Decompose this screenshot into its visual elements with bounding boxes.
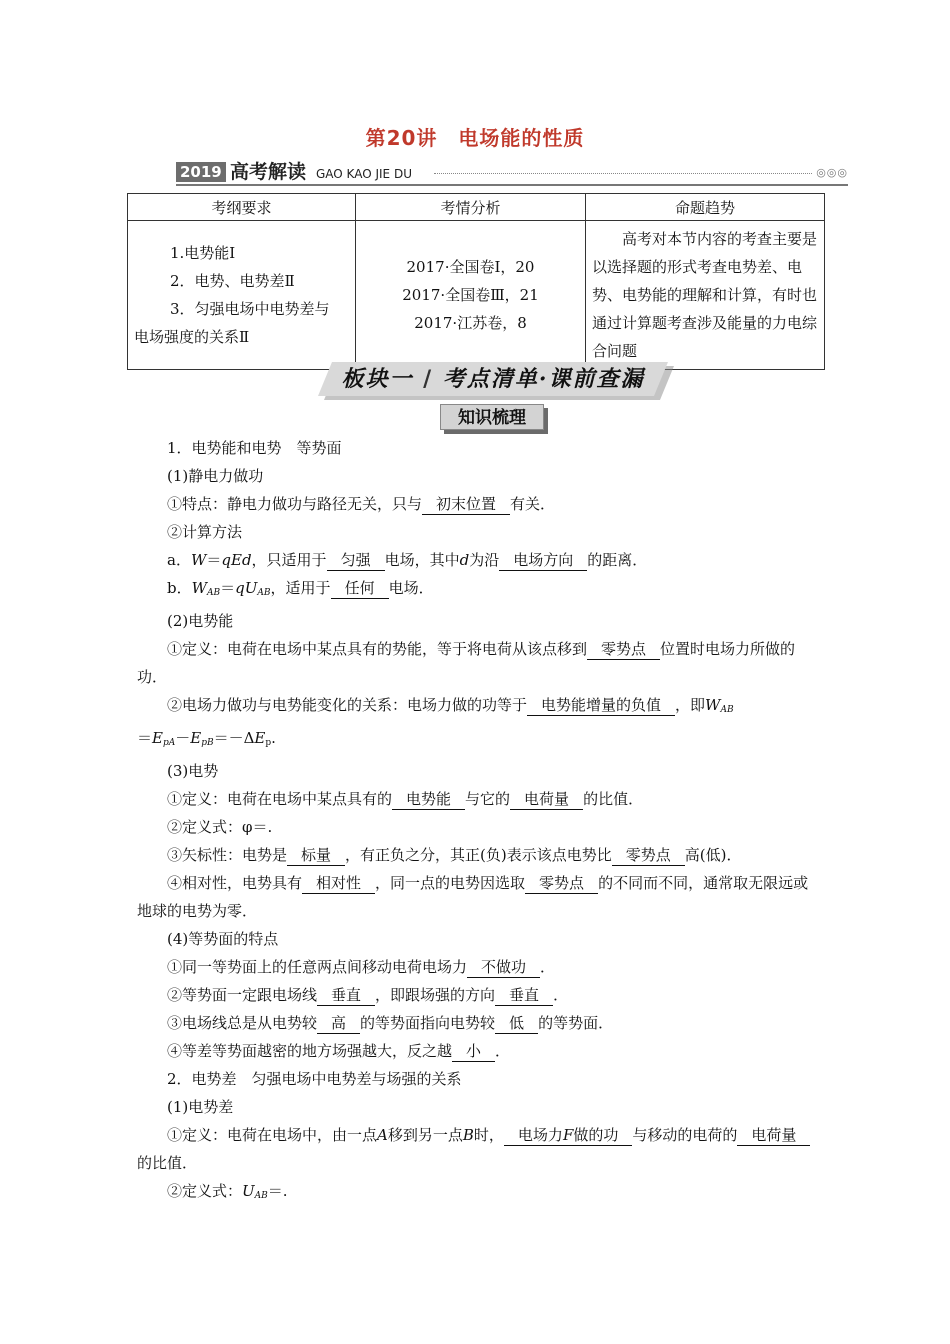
symbol: W [705, 696, 721, 714]
header-analysis: 考情分析 [356, 194, 586, 221]
text-line: ②计算方法 [167, 523, 243, 541]
blank-answer: 初末位置 [422, 494, 510, 515]
analysis-cell [356, 221, 586, 370]
blank-answer: 标量 [287, 845, 345, 866]
text: 的等势面指向电势较 [360, 1014, 496, 1032]
text-line [137, 574, 815, 607]
blank-answer: 高 [317, 1013, 360, 1034]
blank-answer: 电场方向 [499, 550, 587, 571]
text: ④相对性，电势具有 [167, 874, 303, 892]
banner-circle-icon: ◎◎◎ [816, 166, 848, 179]
text: 电场力 [517, 1126, 563, 1144]
text: ＝ [137, 729, 153, 747]
text: ＝ [206, 551, 222, 569]
requirement-item: 1.电势能Ⅰ [170, 244, 236, 262]
text: － [175, 729, 191, 747]
text: ，即跟场强的方向 [375, 986, 496, 1004]
text: 做的功 [573, 1126, 619, 1144]
heading-2: 2．电势差 匀强电场中电势差与场强的关系 [167, 1070, 462, 1088]
banner-pinyin: GAO KAO JIE DU [316, 167, 412, 181]
heading-1: 1．电势能和电势 等势面 [167, 439, 342, 457]
analysis-item: 2017·全国卷Ⅲ，21 [402, 286, 539, 304]
text: 位置时电场力所做的功． [137, 640, 796, 686]
text: ． [540, 958, 556, 976]
text: ＝－Δ [213, 729, 255, 747]
section-banner-text [318, 362, 668, 396]
blank-answer: 低 [495, 1013, 538, 1034]
text: ＝ [220, 579, 236, 597]
subscript: AB [207, 588, 221, 598]
text-line [137, 953, 815, 981]
text: ＝. [267, 1182, 288, 1200]
text: ①定义：电荷在电场中某点具有的势能，等于将电荷从该点移到 [167, 640, 588, 658]
subscript: p [265, 738, 272, 748]
symbol: qU [235, 579, 258, 597]
symbol: F [562, 1126, 574, 1144]
text: 的距离． [587, 551, 648, 569]
blank-answer: 电荷量 [510, 789, 583, 810]
analysis-item: 2017·全国卷Ⅰ，20 [406, 258, 535, 276]
text: ，有正负之分，其正(负)表示该点电势比 [345, 846, 612, 864]
symbol: E [190, 729, 202, 747]
blank-answer: 小 [452, 1041, 495, 1062]
text: 的等势面． [538, 1014, 614, 1032]
table-header-row [128, 194, 825, 221]
blank-answer: 不做功 [467, 957, 540, 978]
requirement-item: 电场强度的关系Ⅱ [134, 328, 250, 346]
text-line [137, 724, 815, 757]
text: ①定义：电荷在电场中，由一点 [167, 1126, 378, 1144]
text-line [137, 1037, 815, 1065]
blank-answer: 匀强 [327, 550, 385, 571]
exam-outline-table [127, 193, 825, 370]
text: ④等差等势面越密的地方场强越大，反之越 [167, 1042, 453, 1060]
section-right: 考点清单·课前查漏 [442, 366, 645, 392]
text-line [137, 691, 815, 724]
subheading: (3)电势 [167, 762, 219, 780]
symbol: W [191, 579, 208, 597]
blank-answer: 电荷量 [737, 1125, 810, 1146]
text: ②电场力做功与电势能变化的关系：电场力做的功等于 [167, 696, 528, 714]
subheading: (1)静电力做功 [167, 467, 264, 485]
text-line [137, 1121, 815, 1177]
banner-underline [176, 184, 848, 186]
text: ． [495, 1042, 511, 1060]
text-line [137, 785, 815, 813]
blank-answer: 零势点 [587, 639, 660, 660]
text: 高(低)． [684, 846, 742, 864]
symbol: E [152, 729, 163, 747]
text: ，即 [675, 696, 706, 714]
subscript: AB [254, 1191, 268, 1201]
text: ①定义：电荷在电场中某点具有的 [167, 790, 393, 808]
section-banner [318, 362, 668, 396]
blank-answer: 电势能增量的负值 [527, 695, 675, 716]
text: ③矢标性：电势是 [167, 846, 288, 864]
text: 的比值． [137, 1154, 198, 1172]
text-line: ②定义式：φ＝. [167, 818, 273, 836]
text: a． [167, 551, 191, 569]
text: ，适用于 [270, 579, 331, 597]
table-body-row [128, 221, 825, 370]
text: ，只适用于 [251, 551, 327, 569]
text: b． [167, 579, 192, 597]
blank-answer [504, 1125, 632, 1146]
blank-answer: 垂直 [495, 985, 553, 1006]
text: 电场． [388, 579, 434, 597]
banner-year: 2019 [176, 162, 226, 182]
section-slash: / [423, 366, 434, 392]
text-line [137, 841, 815, 869]
content-body [137, 434, 815, 1210]
blank-answer: 零势点 [525, 873, 598, 894]
section-left: 板块一 [341, 366, 414, 392]
symbol: d [459, 551, 470, 569]
blank-answer: 相对性 [302, 873, 375, 894]
trend-cell: 高考对本节内容的考查主要是 以选择题的形式考查电势差、电势、电势能的理解和计算，有时也通过计算题考查涉及能量的力电综合问题 [586, 221, 825, 370]
page-title: 第20讲 电场能的性质 [365, 126, 585, 150]
text: 时， [473, 1126, 504, 1144]
text: 电场，其中 [384, 551, 460, 569]
text: ①特点：静电力做功与路径无关，只与 [167, 495, 423, 513]
text: 为沿 [469, 551, 500, 569]
subscript: AB [257, 588, 271, 598]
text: ③电场线总是从电势较 [167, 1014, 318, 1032]
text-line [137, 635, 815, 691]
text: ①同一等势面上的任意两点间移动电荷电场力 [167, 958, 468, 976]
text: . [271, 729, 276, 747]
text: 有关． [510, 495, 556, 513]
text-line [137, 546, 815, 574]
text: 移到另一点 [387, 1126, 463, 1144]
subscript: pB [201, 738, 214, 748]
subheading: (1)电势差 [167, 1098, 234, 1116]
text-line [137, 869, 815, 925]
gaokao-banner [176, 160, 848, 186]
text: ②等势面一定跟电场线 [167, 986, 318, 1004]
banner-label: 高考解读 [230, 161, 307, 183]
symbol: U [242, 1182, 255, 1200]
text: ，同一点的电势因选取 [375, 874, 526, 892]
text-line [137, 490, 815, 518]
text: 的比值． [583, 790, 644, 808]
symbol: W [190, 551, 207, 569]
text: 与移动的电荷的 [632, 1126, 738, 1144]
text-line [137, 1009, 815, 1037]
text: 的不同而不同，通常取无限远或地球的电势为零． [137, 874, 809, 920]
knowledge-heading: 知识梳理 [440, 404, 544, 430]
text-line [137, 1177, 815, 1210]
text: 与它的 [465, 790, 511, 808]
symbol: A [377, 1126, 388, 1144]
blank-answer: 任何 [331, 578, 389, 599]
banner-dotted-rule [434, 173, 812, 174]
text-line [137, 981, 815, 1009]
header-trend: 命题趋势 [586, 194, 825, 221]
blank-answer: 零势点 [612, 845, 685, 866]
text: ②定义式： [167, 1182, 243, 1200]
subheading: (4)等势面的特点 [167, 930, 279, 948]
requirement-item: 2．电势、电势差Ⅱ [170, 272, 295, 290]
blank-answer: 垂直 [317, 985, 375, 1006]
requirements-cell [128, 221, 356, 370]
requirement-item: 3．匀强电场中电势差与 [170, 300, 330, 318]
subscript: pA [162, 738, 176, 748]
knowledge-box [440, 404, 544, 430]
symbol: qEd [221, 551, 252, 569]
symbol: E [254, 729, 266, 747]
text: ． [553, 986, 569, 1004]
symbol: B [462, 1126, 474, 1144]
header-requirements: 考纲要求 [128, 194, 356, 221]
blank-answer: 电势能 [392, 789, 465, 810]
subscript: AB [720, 705, 734, 715]
analysis-item: 2017·江苏卷，8 [414, 314, 527, 332]
subheading: (2)电势能 [167, 612, 234, 630]
